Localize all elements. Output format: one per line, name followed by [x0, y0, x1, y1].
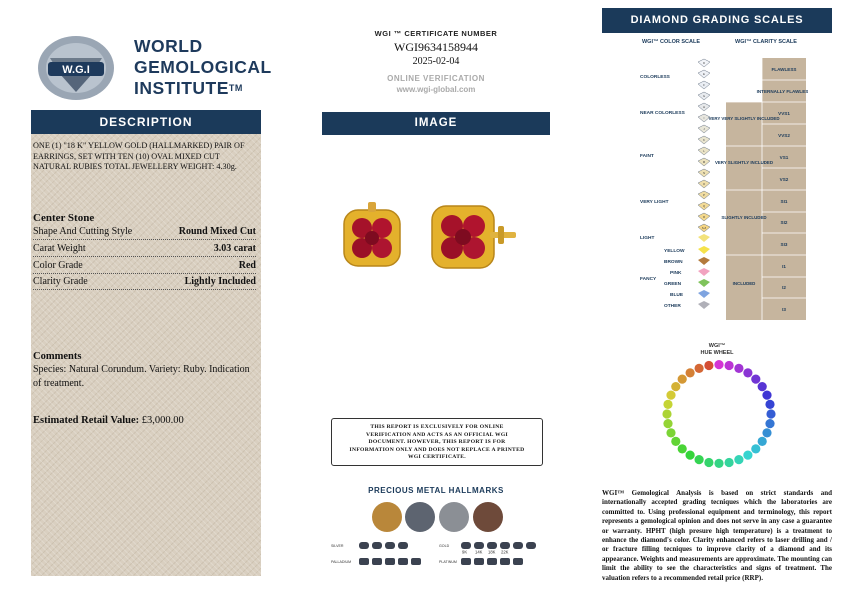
spec-row-carat: Carat Weight 3.03 carat: [33, 241, 256, 257]
hue-dot: [666, 391, 675, 400]
hue-dot: [758, 437, 767, 446]
svg-text:OTHER: OTHER: [664, 304, 681, 309]
svg-text:FAINT: FAINT: [640, 154, 654, 159]
svg-text:LIGHT: LIGHT: [640, 236, 655, 241]
fancy-diamond-icon: [698, 279, 710, 287]
svg-text:VERY VERY SLIGHTLY INCLUDED: VERY VERY SLIGHTLY INCLUDED: [708, 116, 780, 121]
hue-dot: [765, 419, 774, 428]
hue-dot: [678, 444, 687, 453]
description-text: ONE (1) "18 K" YELLOW GOLD (HALLMARKED) PAIR OF EARRINGS, SET WITH TEN (10) OVAL MIXED CUT NATURAL RUBIES TOTAL JEWELLERY WEIGHT: 4.30g.: [33, 141, 245, 171]
color-letter: L: [703, 149, 705, 153]
earrings-photo: [340, 200, 520, 280]
svg-text:INTERNALLY FLAWLESS: INTERNALLY FLAWLESS: [756, 89, 808, 94]
hue-dot: [678, 375, 687, 384]
hue-dot: [686, 368, 695, 377]
hue-dot: [686, 451, 695, 460]
svg-text:BLUE: BLUE: [670, 293, 684, 298]
svg-text:VVS2: VVS2: [778, 133, 790, 138]
svg-text:22K: 22K: [501, 549, 509, 555]
hue-dot: [714, 360, 723, 369]
svg-text:I3: I3: [782, 307, 786, 312]
spec-row-color: Color Grade Red: [33, 258, 256, 274]
disclaimer-box: THIS REPORT IS EXCLUSIVELY FOR ONLINE VERIFICATION AND ACTS AS AN OFFICIAL WGI DOCUMENT. HOWEVER, THIS REPORT IS FOR INFORMATION ONLY AND DOES NOT REPLACE A PRINTED WGI CERTIFICATE.: [331, 418, 543, 466]
hue-dot: [743, 451, 752, 460]
color-letter: P: [703, 193, 705, 197]
hue-dot: [765, 400, 774, 409]
hue-dot: [671, 437, 680, 446]
description-panel: [31, 110, 261, 576]
hue-dot: [751, 444, 760, 453]
svg-text:18K: 18K: [488, 549, 496, 555]
logo-text: WORLD GEMOLOGICAL INSTITUTE™: [134, 36, 272, 98]
platinum-coin-icon: [405, 502, 435, 532]
svg-text:SI3: SI3: [780, 242, 788, 247]
color-letter: O: [702, 182, 706, 186]
svg-text:VVS1: VVS1: [778, 111, 790, 116]
fancy-diamond-icon: [698, 246, 710, 254]
svg-text:PINK: PINK: [670, 271, 682, 276]
comments-text: Species: Natural Corundum. Variety: Ruby. Indication of treatment.: [33, 364, 250, 389]
hue-dot: [704, 458, 713, 467]
grading-scales-header: DIAMOND GRADING SCALES: [602, 8, 832, 33]
svg-text:PLATINUM: PLATINUM: [439, 560, 457, 564]
comments-title: Comments: [33, 351, 82, 362]
hue-dot: [734, 455, 743, 464]
silver-coin-icon: [439, 502, 469, 532]
description-header: DESCRIPTION: [31, 110, 261, 134]
hue-dot: [751, 375, 760, 384]
hue-wheel-title: WGI™ HUE WHEEL: [700, 343, 734, 356]
svg-text:9K: 9K: [462, 549, 468, 555]
svg-text:GREEN: GREEN: [664, 282, 682, 287]
online-verification-label: ONLINE VERIFICATION: [387, 74, 485, 83]
hue-dot: [695, 364, 704, 373]
svg-text:NEAR COLORLESS: NEAR COLORLESS: [640, 111, 685, 116]
retail-value: Estimated Retail Value: £3,000.00: [33, 415, 184, 426]
svg-text:SLIGHTLY INCLUDED: SLIGHTLY INCLUDED: [721, 215, 767, 220]
hue-dot: [758, 382, 767, 391]
hue-dot: [695, 455, 704, 464]
fancy-diamond-icon: [698, 290, 710, 298]
color-letter: R: [703, 215, 705, 219]
color-letter: N: [703, 171, 705, 175]
grading-disclaimer-text: WGI™ Gemological Analysis is based on strict standards and internationally accepted grading tecniques which the laboratories are committed to. Using professional equipment and terminology, this report represents a gemological opinion and does not serve in any case a guarantee or warranty. HPHT (high presure high temperature) is a treatment to enhance the diamond's color. Clarity enhanced refers to laser drilling and / or fracture filling tecniques to improve clarity of a diamond and its appearance. Weights and measurements are approximate. The mounting can limit the ability to see the characteristics and signs of treatment. The valuation refers to a recommended retail price (RRP).: [602, 489, 832, 582]
svg-text:INCLUDED: INCLUDED: [732, 281, 756, 286]
svg-text:VS2: VS2: [779, 177, 789, 182]
image-header: IMAGE: [322, 112, 550, 135]
color-letter: Q: [702, 204, 706, 208]
light-diamond-icon: [698, 234, 710, 242]
certificate-number: WGI9634158944: [394, 40, 478, 54]
gold-coin-icon: [372, 502, 402, 532]
color-letter: S-Z: [701, 226, 707, 230]
grading-scale-chart: [636, 36, 808, 322]
color-letter: M: [702, 160, 706, 164]
hue-dot: [725, 458, 734, 467]
color-letter: K: [703, 138, 705, 142]
hue-dot: [704, 361, 713, 370]
color-letter: F: [703, 83, 705, 87]
metal-coins: [370, 500, 510, 534]
svg-text:I2: I2: [782, 285, 786, 290]
svg-text:FLAWLESS: FLAWLESS: [771, 67, 797, 72]
hallmark-marks: [331, 539, 543, 569]
certificate-date: 2025-02-04: [412, 56, 460, 67]
svg-text:YELLOW: YELLOW: [664, 249, 685, 254]
color-letter: G: [702, 94, 706, 98]
left-earring-icon: [344, 202, 400, 266]
certificate-label: WGI ™ CERTIFICATE NUMBER: [374, 29, 498, 38]
center-stone-title: Center Stone: [33, 212, 95, 224]
svg-text:I1: I1: [782, 264, 786, 269]
hue-dot: [762, 428, 771, 437]
right-earring-icon: [432, 206, 516, 268]
svg-text:GOLD: GOLD: [439, 544, 450, 548]
hue-wheel: [644, 350, 794, 475]
color-letter: I: [703, 116, 705, 120]
hue-dot: [714, 459, 723, 468]
globe-logo-icon: [30, 28, 126, 104]
fancy-diamond-icon: [698, 257, 710, 265]
hue-dot: [671, 382, 680, 391]
hue-dot: [725, 361, 734, 370]
spec-row-clarity: Clarity Grade Lightly Included: [33, 274, 256, 290]
hue-dot: [734, 364, 743, 373]
verification-link[interactable]: www.wgi-global.com: [396, 85, 476, 94]
svg-text:VS1: VS1: [779, 155, 789, 160]
palladium-coin-icon: [473, 502, 503, 532]
hue-dot: [662, 409, 671, 418]
svg-text:COLORLESS: COLORLESS: [640, 75, 670, 80]
hue-dot: [766, 409, 775, 418]
color-letter: E: [703, 72, 705, 76]
hue-dot: [663, 400, 672, 409]
fancy-diamond-icon: [698, 268, 710, 276]
svg-text:SI2: SI2: [780, 220, 788, 225]
svg-text:VERY LIGHT: VERY LIGHT: [640, 200, 669, 205]
svg-text:WGI™ CLARITY SCALE: WGI™ CLARITY SCALE: [735, 39, 797, 45]
svg-text:FANCY: FANCY: [640, 277, 657, 282]
svg-text:SI1: SI1: [780, 199, 788, 204]
svg-text:VERY SLIGHTLY INCLUDED: VERY SLIGHTLY INCLUDED: [714, 160, 774, 165]
hallmarks-title: PRECIOUS METAL HALLMARKS: [368, 486, 504, 495]
svg-text:PALLADIUM: PALLADIUM: [331, 560, 352, 564]
wgi-logo: [30, 28, 270, 104]
svg-text:14K: 14K: [475, 549, 483, 555]
color-letter: D: [703, 61, 705, 65]
svg-text:WGI™ COLOR SCALE: WGI™ COLOR SCALE: [641, 39, 701, 45]
hue-dot: [663, 419, 672, 428]
hue-dot: [666, 428, 675, 437]
spec-row-shape: Shape And Cutting Style Round Mixed Cut: [33, 224, 256, 240]
svg-text:SILVER: SILVER: [331, 544, 344, 548]
svg-text:W.G.I: W.G.I: [62, 64, 90, 76]
hue-dot: [762, 391, 771, 400]
fancy-diamond-icon: [698, 301, 710, 309]
color-letter: J: [703, 127, 705, 131]
svg-text:BROWN: BROWN: [664, 260, 683, 265]
color-letter: H: [703, 105, 705, 109]
hue-dot: [743, 368, 752, 377]
